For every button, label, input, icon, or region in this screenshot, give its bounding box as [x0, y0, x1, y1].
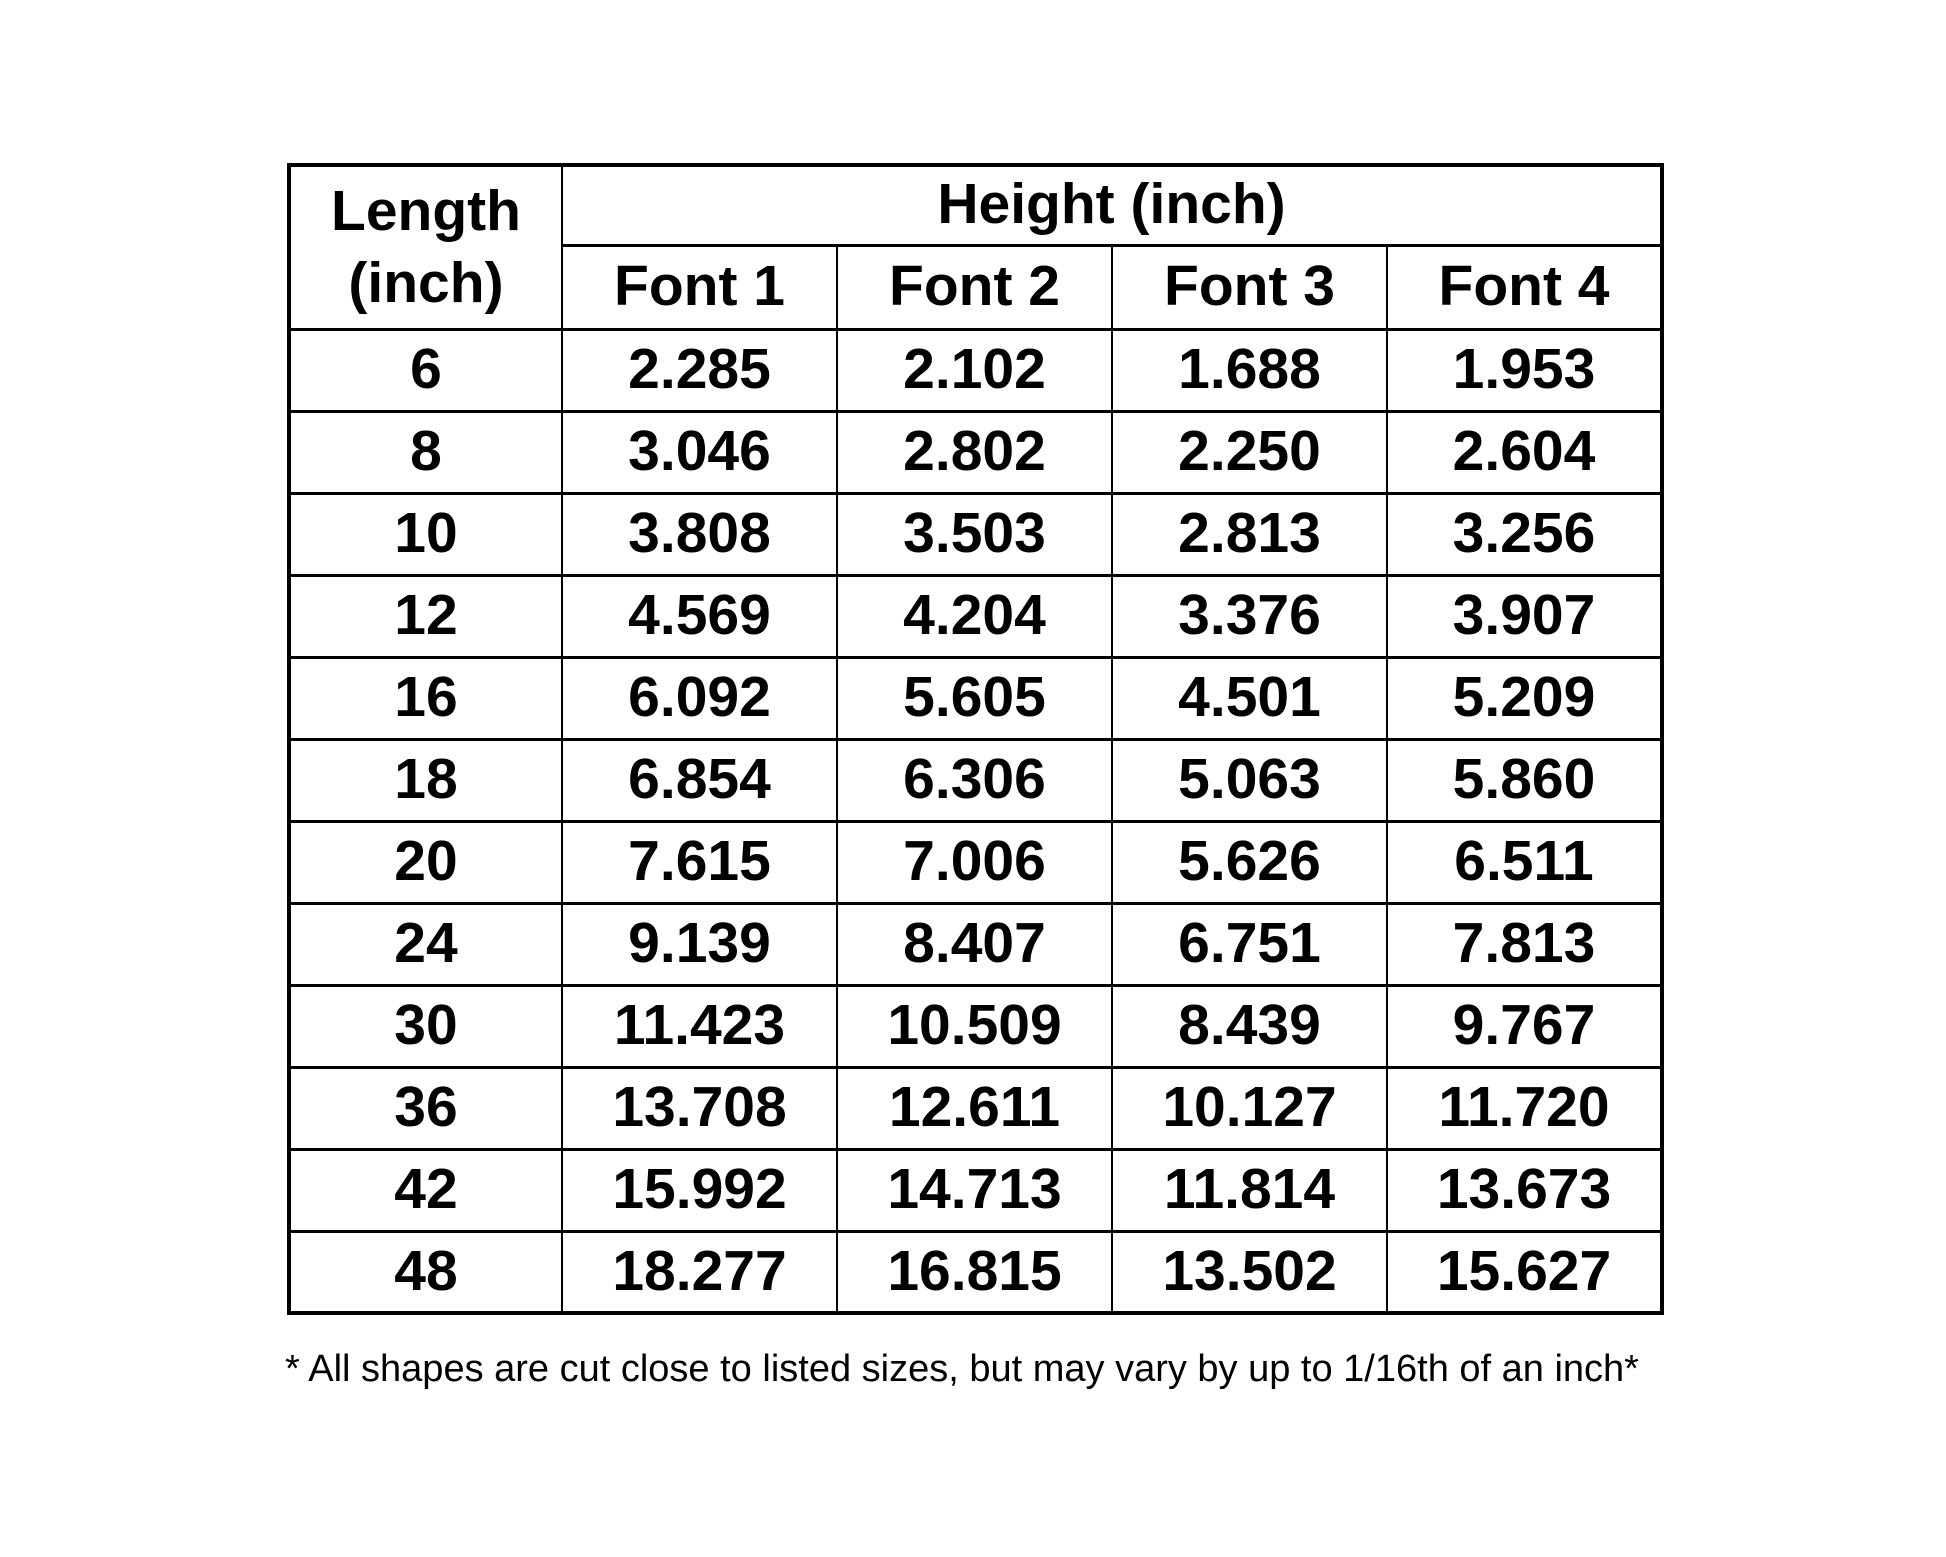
height-cell: 13.673: [1387, 1149, 1662, 1231]
table-row: [289, 1067, 1662, 1149]
length-cell: 18: [289, 739, 562, 821]
size-chart-table: [287, 163, 1664, 1315]
length-cell: 24: [289, 903, 562, 985]
height-cell: 14.713: [837, 1149, 1112, 1231]
height-cell: 6.854: [562, 739, 837, 821]
height-cell: 3.808: [562, 493, 837, 575]
length-cell: 12: [289, 575, 562, 657]
height-cell: 9.139: [562, 903, 837, 985]
height-cell: 6.751: [1112, 903, 1387, 985]
length-cell: 36: [289, 1067, 562, 1149]
height-cell: 4.204: [837, 575, 1112, 657]
height-cell: 15.992: [562, 1149, 837, 1231]
table-row: [289, 657, 1662, 739]
height-cell: 15.627: [1387, 1231, 1662, 1313]
length-cell: 16: [289, 657, 562, 739]
height-cell: 6.092: [562, 657, 837, 739]
table-row: [289, 575, 1662, 657]
font3-header-cell: Font 3: [1112, 245, 1387, 329]
height-cell: 13.502: [1112, 1231, 1387, 1313]
length-header-line1: Length: [331, 179, 521, 244]
height-cell: 2.285: [562, 329, 837, 411]
height-cell: 5.605: [837, 657, 1112, 739]
height-cell: 18.277: [562, 1231, 837, 1313]
length-cell: 48: [289, 1231, 562, 1313]
length-cell: 42: [289, 1149, 562, 1231]
length-cell: 30: [289, 985, 562, 1067]
table-row: [289, 1231, 1662, 1313]
height-cell: 2.250: [1112, 411, 1387, 493]
height-cell: 11.814: [1112, 1149, 1387, 1231]
length-cell: 6: [289, 329, 562, 411]
height-cell: 7.615: [562, 821, 837, 903]
height-cell: 16.815: [837, 1231, 1112, 1313]
height-cell: 8.439: [1112, 985, 1387, 1067]
height-cell: 5.860: [1387, 739, 1662, 821]
length-header-cell: [289, 165, 562, 329]
height-cell: 8.407: [837, 903, 1112, 985]
table-row: [289, 411, 1662, 493]
font1-header-cell: Font 1: [562, 245, 837, 329]
height-cell: 13.708: [562, 1067, 837, 1149]
height-cell: 2.102: [837, 329, 1112, 411]
height-cell: 1.953: [1387, 329, 1662, 411]
height-cell: 10.509: [837, 985, 1112, 1067]
height-cell: 12.611: [837, 1067, 1112, 1149]
height-cell: 9.767: [1387, 985, 1662, 1067]
height-cell: 2.813: [1112, 493, 1387, 575]
height-cell: 3.256: [1387, 493, 1662, 575]
font2-header-cell: Font 2: [837, 245, 1112, 329]
height-cell: 7.006: [837, 821, 1112, 903]
height-cell: 7.813: [1387, 903, 1662, 985]
height-cell: 11.720: [1387, 1067, 1662, 1149]
table-row: [289, 739, 1662, 821]
height-cell: 3.907: [1387, 575, 1662, 657]
table-row: [289, 493, 1662, 575]
table-row: [289, 1149, 1662, 1231]
height-cell: 6.306: [837, 739, 1112, 821]
length-header-line2: (inch): [348, 251, 504, 316]
height-cell: 2.802: [837, 411, 1112, 493]
height-cell: 11.423: [562, 985, 837, 1067]
footnote-text: * All shapes are cut close to listed sizes, but may vary by up to 1/16th of an inch*: [285, 1348, 1639, 1390]
height-cell: 3.376: [1112, 575, 1387, 657]
height-cell: 3.046: [562, 411, 837, 493]
font4-header-cell: Font 4: [1387, 245, 1662, 329]
height-cell: 5.209: [1387, 657, 1662, 739]
height-cell: 3.503: [837, 493, 1112, 575]
header-group-row: [289, 165, 1662, 245]
height-cell: 6.511: [1387, 821, 1662, 903]
table-row: [289, 903, 1662, 985]
table-row: [289, 985, 1662, 1067]
height-cell: 2.604: [1387, 411, 1662, 493]
height-cell: 4.569: [562, 575, 837, 657]
height-cell: 5.063: [1112, 739, 1387, 821]
height-cell: 10.127: [1112, 1067, 1387, 1149]
table-row: [289, 329, 1662, 411]
height-group-header-cell: Height (inch): [562, 165, 1662, 245]
table-row: [289, 821, 1662, 903]
height-cell: 1.688: [1112, 329, 1387, 411]
length-cell: 8: [289, 411, 562, 493]
length-cell: 20: [289, 821, 562, 903]
length-cell: 10: [289, 493, 562, 575]
height-cell: 5.626: [1112, 821, 1387, 903]
height-cell: 4.501: [1112, 657, 1387, 739]
